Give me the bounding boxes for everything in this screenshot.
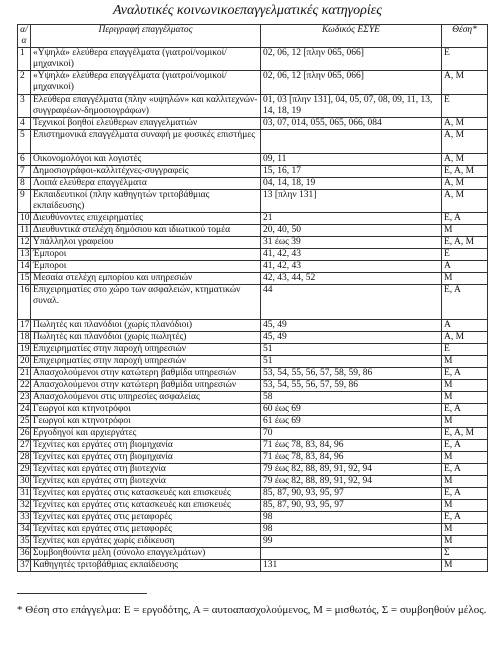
row-code: 98	[261, 512, 442, 524]
table-row	[18, 536, 488, 548]
row-code: 99	[261, 536, 442, 548]
row-position: Ε	[442, 48, 488, 71]
row-code: 09, 11	[261, 153, 442, 165]
table-row	[18, 71, 488, 94]
row-position: Α, Μ	[442, 71, 488, 94]
row-description: Τεχνικοί βοηθοί ελεύθερων επαγγελματιών	[31, 118, 261, 130]
row-number: 9	[18, 189, 31, 212]
row-number: 12	[18, 236, 31, 248]
row-number: 4	[18, 118, 31, 130]
row-description: Οικονομολόγοι και λογιστές	[31, 153, 261, 165]
row-code: 02, 06, 12 [πλην 065, 066]	[261, 48, 442, 71]
row-position: Μ	[442, 536, 488, 548]
row-code: 42, 43, 44, 52	[261, 272, 442, 284]
row-position: Ε, Α, Μ	[442, 236, 488, 248]
row-number: 25	[18, 416, 31, 428]
table-row	[18, 320, 488, 332]
row-code: 31 έως 39	[261, 236, 442, 248]
table-row	[18, 416, 488, 428]
table-row	[18, 272, 488, 284]
row-description: Απασχολούμενοι στην κατώτερη βαθμίδα υπηρεσιών	[31, 380, 261, 392]
table-row	[18, 248, 488, 260]
table-row	[18, 368, 488, 380]
row-code	[261, 130, 442, 153]
row-position: Ε, Α	[442, 404, 488, 416]
row-code: 45, 49	[261, 332, 442, 344]
header-code: Κωδικός ΕΣΥΕ	[261, 25, 442, 48]
row-number: 27	[18, 440, 31, 452]
row-position: Α, Μ	[442, 118, 488, 130]
row-code: 20, 40, 50	[261, 224, 442, 236]
row-description: Εργοδηγοί και αρχιεργάτες	[31, 428, 261, 440]
table-row	[18, 356, 488, 368]
table-row	[18, 428, 488, 440]
row-code: 44	[261, 284, 442, 319]
row-number: 10	[18, 212, 31, 224]
table-row	[18, 94, 488, 117]
row-description: Τεχνίτες και εργάτες στις κατασκευές και επισκευές	[31, 488, 261, 500]
row-position: Ε, Α	[442, 488, 488, 500]
table-row	[18, 48, 488, 71]
row-code: 51	[261, 344, 442, 356]
row-number: 36	[18, 548, 31, 560]
row-number: 23	[18, 392, 31, 404]
row-number: 28	[18, 452, 31, 464]
row-number: 30	[18, 476, 31, 488]
row-code: 13 [πλην 131]	[261, 189, 442, 212]
row-description: Τεχνίτες και εργάτες στη βιοτεχνία	[31, 476, 261, 488]
row-position: Μ	[442, 272, 488, 284]
row-code: 53, 54, 55, 56, 57, 58, 59, 86	[261, 368, 442, 380]
row-code: 03, 07, 014, 055, 065, 066, 084	[261, 118, 442, 130]
row-description: Τεχνίτες και εργάτες χωρίς ειδίκευση	[31, 536, 261, 548]
table-row	[18, 404, 488, 416]
table-row	[18, 524, 488, 536]
row-description: Ελεύθερα επαγγέλματα (πλην «υψηλών» και καλλιτεχνών-συγγραφέων-δημοσιογράφων)	[31, 94, 261, 117]
row-number: 37	[18, 560, 31, 572]
table-row	[18, 344, 488, 356]
row-code: 21	[261, 212, 442, 224]
row-position: Μ	[442, 392, 488, 404]
row-code: 41, 42, 43	[261, 248, 442, 260]
row-description: «Υψηλά» ελεύθερα επαγγέλματα (γιατροί/νομικοί/μηχανικοί)	[31, 71, 261, 94]
row-description: Διευθυντικά στελέχη δημόσιου και ιδιωτικού τομέα	[31, 224, 261, 236]
table-row	[18, 476, 488, 488]
row-code: 53, 54, 55, 56, 57, 59, 86	[261, 380, 442, 392]
row-code: 71 έως 78, 83, 84, 96	[261, 440, 442, 452]
table-row	[18, 500, 488, 512]
row-description: Τεχνίτες και εργάτες στη βιοτεχνία	[31, 464, 261, 476]
row-number: 32	[18, 500, 31, 512]
table-body	[18, 48, 488, 572]
row-code: 45, 49	[261, 320, 442, 332]
row-position: Μ	[442, 224, 488, 236]
row-code: 131	[261, 560, 442, 572]
row-code: 85, 87, 90, 93, 95, 97	[261, 500, 442, 512]
row-position: Μ	[442, 560, 488, 572]
row-number: 14	[18, 260, 31, 272]
row-code: 79 έως 82, 88, 89, 91, 92, 94	[261, 464, 442, 476]
row-code: 15, 16, 17	[261, 165, 442, 177]
row-number: 34	[18, 524, 31, 536]
row-number: 17	[18, 320, 31, 332]
row-position: Α, Μ	[442, 153, 488, 165]
table-row	[18, 118, 488, 130]
row-code: 71 έως 78, 83, 84, 96	[261, 452, 442, 464]
row-number: 19	[18, 344, 31, 356]
row-position: Ε, Α	[442, 284, 488, 319]
table-row	[18, 392, 488, 404]
row-position: Μ	[442, 452, 488, 464]
row-description: Εκπαιδευτικοί (πλην καθηγητών τριτοβάθμιας εκπαίδευσης)	[31, 189, 261, 212]
table-row	[18, 260, 488, 272]
row-code: 41, 42, 43	[261, 260, 442, 272]
row-number: 29	[18, 464, 31, 476]
row-description: Πωλητές και πλανόδιοι (χωρίς πωλητές)	[31, 332, 261, 344]
row-position: Μ	[442, 416, 488, 428]
row-code: 02, 06, 12 [πλην 065, 066]	[261, 71, 442, 94]
row-description: Επιχειρηματίες στην παροχή υπηρεσιών	[31, 356, 261, 368]
row-code: 60 έως 69	[261, 404, 442, 416]
row-position: Ε	[442, 94, 488, 117]
row-number: 8	[18, 177, 31, 189]
footnote-divider	[17, 593, 147, 594]
row-number: 31	[18, 488, 31, 500]
table-row	[18, 177, 488, 189]
table-row	[18, 380, 488, 392]
row-number: 26	[18, 428, 31, 440]
row-code: 58	[261, 392, 442, 404]
table-row	[18, 488, 488, 500]
row-description: Έμποροι	[31, 248, 261, 260]
row-position: Μ	[442, 476, 488, 488]
row-description: Διευθύνοντες επιχειρηματίες	[31, 212, 261, 224]
row-number: 16	[18, 284, 31, 319]
row-description: Τεχνίτες και εργάτες στη βιομηχανία	[31, 452, 261, 464]
row-number: 33	[18, 512, 31, 524]
table-header-row	[18, 25, 488, 48]
row-position: Α	[442, 260, 488, 272]
row-number: 13	[18, 248, 31, 260]
row-description: Υπάλληλοι γραφείου	[31, 236, 261, 248]
table-row	[18, 284, 488, 319]
row-description: Επιστημονικά επαγγέλματα συναφή με φυσικές επιστήμες	[31, 130, 261, 153]
table-row	[18, 512, 488, 524]
row-position: Ε, Α	[442, 512, 488, 524]
table-row	[18, 332, 488, 344]
row-description: Μεσαία στελέχη εμπορίου και υπηρεσιών	[31, 272, 261, 284]
row-description: Επιχειρηματίες στην παροχή υπηρεσιών	[31, 344, 261, 356]
row-number: 18	[18, 332, 31, 344]
row-description: Δημοσιογράφοι-καλλιτέχνες-συγγραφείς	[31, 165, 261, 177]
row-number: 22	[18, 380, 31, 392]
table-row	[18, 153, 488, 165]
row-code: 79 έως 82, 88, 89, 91, 92, 94	[261, 476, 442, 488]
row-description: Πωλητές και πλανόδιοι (χωρίς πλανόδιοι)	[31, 320, 261, 332]
row-number: 21	[18, 368, 31, 380]
row-code	[261, 548, 442, 560]
row-description: Απασχολούμενοι στην κατώτερη βαθμίδα υπηρεσιών	[31, 368, 261, 380]
row-description: Απασχολούμενοι στις υπηρεσίες ασφαλείας	[31, 392, 261, 404]
row-position: Μ	[442, 500, 488, 512]
table-row	[18, 560, 488, 572]
table-row	[18, 464, 488, 476]
table-row	[18, 440, 488, 452]
header-description: Περιγραφή επαγγέλματος	[31, 25, 261, 48]
row-position: Ε	[442, 248, 488, 260]
row-code: 61 έως 69	[261, 416, 442, 428]
row-position: Ε, Α	[442, 368, 488, 380]
table-row	[18, 548, 488, 560]
row-number: 5	[18, 130, 31, 153]
row-position: Σ	[442, 548, 488, 560]
row-position: Α, Μ	[442, 177, 488, 189]
page-title: Αναλυτικές κοινωνικοεπαγγελματικές κατηγορίες	[113, 3, 382, 18]
row-code: 51	[261, 356, 442, 368]
row-position: Ε, Α	[442, 440, 488, 452]
table-row	[18, 212, 488, 224]
row-position: Ε, Α	[442, 464, 488, 476]
row-description: Επιχειρηματίες στο χώρο των ασφαλειών, κτηματικών συναλ.	[31, 284, 261, 319]
row-number: 1	[18, 48, 31, 71]
row-description: Συμβοηθούντα μέλη (σύνολο επαγγελμάτων)	[31, 548, 261, 560]
row-position: Α, Μ	[442, 332, 488, 344]
row-code: 70	[261, 428, 442, 440]
row-number: 2	[18, 71, 31, 94]
footnote: * Θέση στο επάγγελμα: Ε = εργοδότης, Α = αυτοαπασχολούμενος, Μ = μισθωτός, Σ = συμβοηθούν μέλος.	[17, 604, 487, 616]
row-number: 35	[18, 536, 31, 548]
table-row	[18, 452, 488, 464]
row-code: 04, 14, 18, 19	[261, 177, 442, 189]
row-position: Ε, Α	[442, 212, 488, 224]
row-number: 20	[18, 356, 31, 368]
row-description: Τεχνίτες και εργάτες στις κατασκευές και επισκευές	[31, 500, 261, 512]
row-code: 98	[261, 524, 442, 536]
row-number: 3	[18, 94, 31, 117]
table-row	[18, 224, 488, 236]
header-position: Θέση*	[442, 25, 488, 48]
row-code: 01, 03 [πλην 131], 04, 05, 07, 08, 09, 11, 13, 14, 18, 19	[261, 94, 442, 117]
table-row	[18, 236, 488, 248]
row-description: Λοιπά ελεύθερα επαγγέλματα	[31, 177, 261, 189]
row-position: Α, Μ	[442, 130, 488, 153]
row-position: Α	[442, 320, 488, 332]
row-description: Γεωργοί και κτηνοτρόφοι	[31, 416, 261, 428]
row-number: 6	[18, 153, 31, 165]
table-row	[18, 165, 488, 177]
row-number: 24	[18, 404, 31, 416]
row-position: Μ	[442, 380, 488, 392]
row-number: 7	[18, 165, 31, 177]
header-number: α/α	[18, 25, 31, 48]
row-position: Μ	[442, 356, 488, 368]
row-position: Α, Μ	[442, 189, 488, 212]
row-code: 85, 87, 90, 93, 95, 97	[261, 488, 442, 500]
table-row	[18, 130, 488, 153]
row-description: Έμποροι	[31, 260, 261, 272]
row-description: Τεχνίτες και εργάτες στις μεταφορές	[31, 512, 261, 524]
row-number: 11	[18, 224, 31, 236]
row-position: Μ	[442, 524, 488, 536]
table-row	[18, 189, 488, 212]
row-description: Τεχνίτες και εργάτες στη βιομηχανία	[31, 440, 261, 452]
row-description: «Υψηλά» ελεύθερα επαγγέλματα (γιατροί/νομικοί/μηχανικοί)	[31, 48, 261, 71]
row-position: Ε, Α, Μ	[442, 428, 488, 440]
row-position: Ε, Α, Μ	[442, 165, 488, 177]
row-position: Ε	[442, 344, 488, 356]
row-number: 15	[18, 272, 31, 284]
row-description: Τεχνίτες και εργάτες στις μεταφορές	[31, 524, 261, 536]
row-description: Καθηγητές τριτοβάθμιας εκπαίδευσης	[31, 560, 261, 572]
row-description: Γεωργοί και κτηνοτρόφοι	[31, 404, 261, 416]
categories-table	[17, 24, 488, 572]
